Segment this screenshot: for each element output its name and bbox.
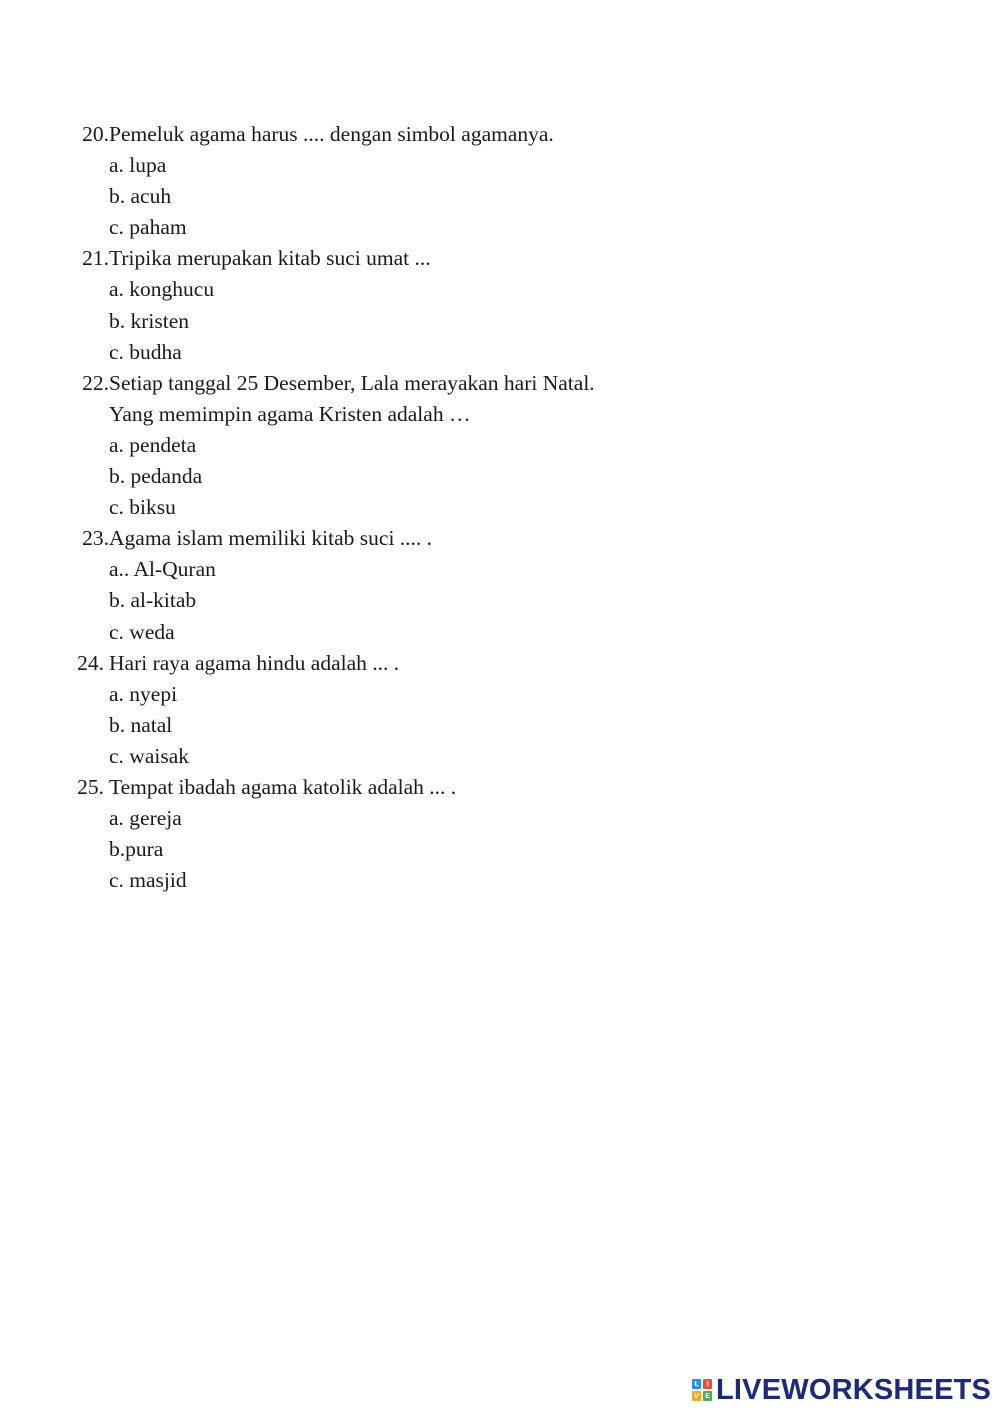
option-label: a. konghucu [109,277,215,302]
option-label: a.. Al-Quran [109,557,216,582]
question-number: 25. [77,774,104,799]
option-label: c. masjid [109,868,187,893]
option-item[interactable] [0,834,1000,865]
option-item[interactable] [0,865,1000,896]
option-label: a. lupa [109,153,167,178]
question-24 [0,648,1000,679]
question-number: 21. [82,246,109,271]
option-item[interactable] [0,274,1000,305]
option-item[interactable] [0,181,1000,212]
option-item[interactable] [0,710,1000,741]
logo-letter: L [692,1379,701,1389]
question-text: Tempat ibadah agama katolik adalah ... . [109,774,457,799]
question-text: Hari raya agama hindu adalah ... . [109,650,400,675]
option-item[interactable] [0,803,1000,834]
option-item[interactable] [0,461,1000,492]
option-item[interactable] [0,492,1000,523]
option-label: c. paham [109,215,187,240]
brand-name: LIVEWORKSHEETS [716,1374,992,1406]
option-item[interactable] [0,585,1000,616]
question-number: 24. [77,650,104,675]
option-label: c. biksu [109,495,176,520]
option-item[interactable] [0,554,1000,585]
logo-letter: V [693,1392,700,1400]
option-item[interactable] [0,212,1000,243]
option-item[interactable] [0,306,1000,337]
option-item[interactable] [0,150,1000,181]
option-label: a. pendeta [109,432,197,457]
question-20 [0,119,1000,150]
question-text: Pemeluk agama harus .... dengan simbol agamanya. [109,122,554,146]
question-text: Setiap tanggal 25 Desember, Lala merayakan hari Natal. [109,370,595,395]
logo-letter: I [703,1379,712,1389]
question-22 [0,368,1000,399]
option-label: a. gereja [109,806,182,831]
question-text: Tripika merupakan kitab suci umat ... [109,246,431,271]
worksheet [0,119,1000,896]
question-21 [0,243,1000,274]
option-item[interactable] [0,430,1000,461]
question-text: Yang memimpin agama Kristen adalah … [109,401,471,426]
option-label: a. nyepi [109,681,178,706]
option-item[interactable] [0,617,1000,648]
question-number: 20. [82,122,109,146]
option-label: b. natal [109,712,173,737]
question-number: 22. [82,370,109,395]
option-label: b. acuh [109,184,172,209]
option-item[interactable] [0,741,1000,772]
question-23 [0,523,1000,554]
option-label: b. kristen [109,308,190,333]
question-number: 23. [82,526,109,551]
liveworksheets-logo-icon [692,1379,712,1401]
option-label: b.pura [109,837,164,862]
question-22-continued [0,399,1000,430]
question-text: Agama islam memiliki kitab suci .... . [109,526,433,551]
option-item[interactable] [0,679,1000,710]
logo-letter: E [703,1391,712,1401]
option-label: c. budha [109,339,182,364]
option-label: c. waisak [109,743,189,768]
option-label: b. al-kitab [109,588,197,613]
liveworksheets-logo [692,1374,991,1406]
question-25 [0,772,1000,803]
option-label: c. weda [109,619,175,644]
option-label: b. pedanda [109,464,203,489]
option-item[interactable] [0,337,1000,368]
